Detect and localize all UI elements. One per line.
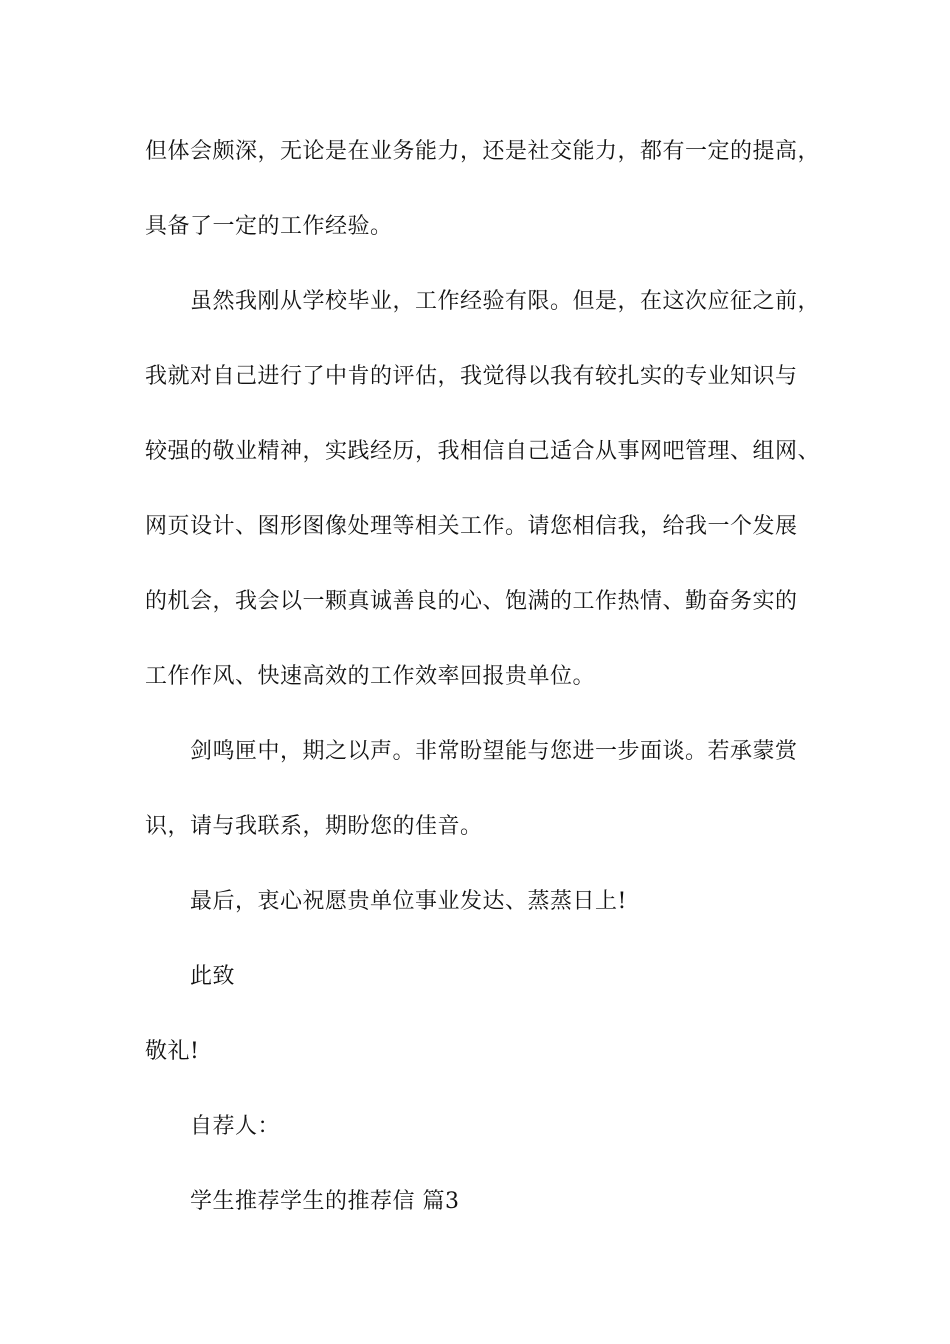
- paragraph-line: 剑鸣匣中，期之以声。非常盼望能与您进一步面谈。若承蒙赏: [190, 739, 798, 764]
- paragraph-line: 网页设计、图形图像处理等相关工作。请您相信我，给我一个发展: [145, 514, 798, 539]
- paragraph-line: 我就对自己进行了中肯的评估，我觉得以我有较扎实的专业知识与: [145, 364, 798, 389]
- paragraph-line: 最后，衷心祝愿贵单位事业发达、蒸蒸日上!: [190, 889, 627, 914]
- paragraph-line: 识，请与我联系，期盼您的佳音。: [145, 814, 483, 839]
- paragraph-line: 虽然我刚从学校毕业，工作经验有限。但是，在这次应征之前，: [190, 289, 821, 314]
- section-heading: 学生推荐学生的推荐信 篇3: [190, 1189, 460, 1214]
- paragraph-line: 较强的敬业精神，实践经历，我相信自己适合从事网吧管理、组网、: [145, 439, 821, 464]
- paragraph-line: 的机会，我会以一颗真诚善良的心、饱满的工作热情、勤奋务实的: [145, 589, 798, 614]
- paragraph-line: 但体会颇深，无论是在业务能力，还是社交能力，都有一定的提高，: [145, 139, 821, 164]
- closing-respect: 敬礼!: [145, 1039, 200, 1064]
- paragraph-line: 具备了一定的工作经验。: [145, 214, 393, 239]
- paragraph-line: 工作作风、快速高效的工作效率回报贵单位。: [145, 664, 596, 689]
- closing-salutation: 此致: [190, 964, 236, 989]
- signature-label: 自荐人：: [190, 1114, 281, 1139]
